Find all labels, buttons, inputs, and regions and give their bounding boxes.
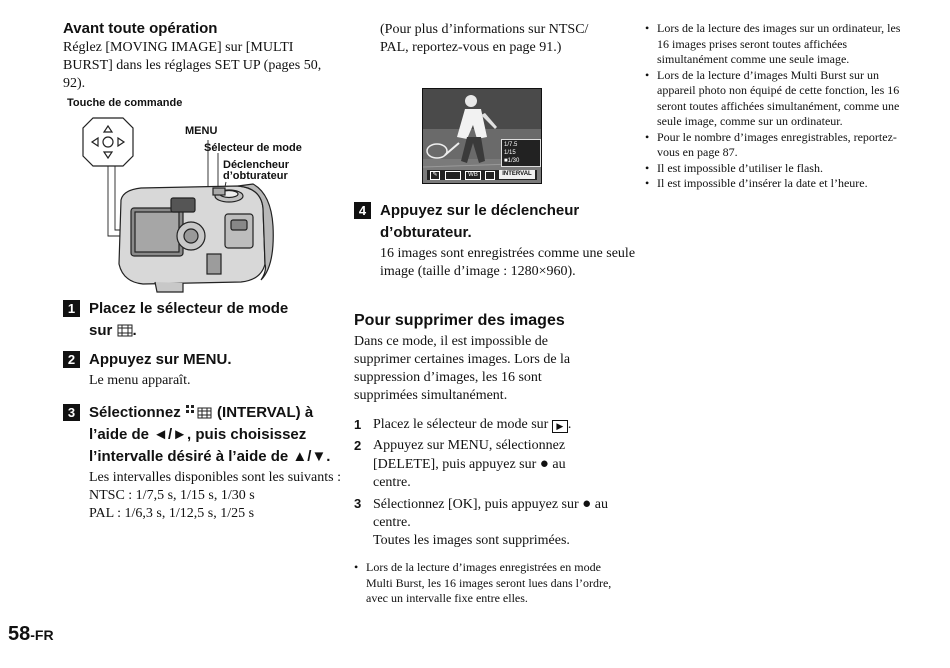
delete-steps-list <box>354 416 616 550</box>
step-2 <box>63 349 354 390</box>
step-title: Sélectionnez (INTERVAL) à l’aide de ◄/►, puis choisissez l’intervalle désiré à l’aide de ▲/▼. <box>89 404 331 465</box>
playback-icon: ▶ <box>552 420 568 433</box>
step-number: 1 <box>63 300 80 317</box>
label-control-button: Touche de commande <box>67 97 183 109</box>
label-shutter-1: Déclencheur <box>223 159 290 171</box>
tab-effect-icon <box>445 171 461 180</box>
step-4 <box>354 200 642 281</box>
ntsc-pal-reference: (Pour plus d’informations sur NTSC/ PAL, reportez-vous en page 91.) <box>380 22 589 55</box>
note-item: • Lors de la lecture d’images Multi Burst sur un appareil photo non équipé de cette fonction, les 16 seront toutes affichées simultanément, comme une seule image, comme sur un ordinateur. <box>645 68 907 130</box>
delete-heading: Pour supprimer des images <box>354 312 565 329</box>
page-number: 58-FR <box>8 623 54 645</box>
tab-interval: INTERVAL <box>499 170 535 179</box>
note-item: • Lors de la lecture des images sur un ordinateur, les 16 images prises seront toutes affichées simultanément comme une seule image. <box>645 21 907 68</box>
camera-body <box>119 184 273 292</box>
label-shutter-2: d’obturateur <box>223 170 288 182</box>
step-1 <box>63 298 354 342</box>
label-menu: MENU <box>185 125 218 137</box>
delete-step-2: 2 Appuyez sur MENU, sélectionnez [DELETE], puis appuyez sur ● au centre. <box>354 438 566 490</box>
tab-edit-icon: ✎ <box>430 171 440 180</box>
step-title: Placez le sélecteur de mode sur . <box>89 300 289 339</box>
camera-diagram <box>63 96 328 296</box>
note-item: • Il est impossible d’insérer la date et l’heure. <box>645 176 907 192</box>
interval-submenu <box>501 139 541 167</box>
tab-wb: WB <box>465 171 481 180</box>
note-item: • Pour le nombre d’images enregistrables, reportez-vous en page 87. <box>645 130 907 161</box>
interval-icon <box>185 404 213 419</box>
menu-bar <box>427 170 537 180</box>
note-multi-burst-playback: • Lors de la lecture d’images enregistrées en mode Multi Burst, les 16 images seront lues dans l’ordre, avec un intervalle fixe entre elles. <box>354 560 616 607</box>
step-title: Appuyez sur le déclencheur d’obturateur. <box>380 202 580 241</box>
step-3 <box>63 402 354 523</box>
control-pad-icon <box>83 118 133 166</box>
tab-focus-icon <box>485 171 495 180</box>
center-button-icon: ● <box>582 496 592 512</box>
section-heading-avant: Avant toute opération <box>63 20 218 37</box>
delete-step-1: 1 Placez le sélecteur de mode sur ▶ . <box>354 417 572 432</box>
camera-illustration <box>63 96 328 296</box>
step-number: 2 <box>63 351 80 368</box>
note-item: • Il est impossible d’utiliser le flash. <box>645 161 907 177</box>
intro-paragraph: Réglez [MOVING IMAGE] sur [MULTI BURST] dans les réglages SET UP (pages 50, 92). <box>63 40 322 91</box>
interval-option: 1/7.5 <box>504 142 518 148</box>
delete-step-3: 3 Sélectionnez [OK], puis appuyez sur ● au centre. Toutes les images sont supprimées. <box>354 496 608 548</box>
delete-intro: Dans ce mode, il est impossible de supprimer certaines images. Lors de la suppression d’images, les 16 sont supprimées simultanément. <box>354 334 571 403</box>
step-description: Les intervalles disponibles sont les suivants : NTSC : 1/7,5 s, 1/15 s, 1/30 s PAL : 1/6,3 s, 1/12,5 s, 1/25 s <box>89 470 341 521</box>
tennis-player-photo <box>423 89 541 183</box>
step-title: Appuyez sur MENU. <box>89 351 232 368</box>
lcd-screen-illustration <box>422 88 542 184</box>
step-number: 4 <box>354 202 371 219</box>
center-button-icon: ● <box>539 456 549 472</box>
multi-burst-mode-icon <box>117 322 133 335</box>
column-right <box>645 21 907 192</box>
step-description: 16 images sont enregistrées comme une seule image (taille d’image : 1280×960). <box>380 246 636 279</box>
interval-option: 1/15 <box>504 150 516 156</box>
step-number: 3 <box>63 404 80 421</box>
interval-option-selected: ■1/30 <box>504 158 520 164</box>
step-description: Le menu apparaît. <box>89 373 191 388</box>
label-mode-selector: Sélecteur de mode <box>204 142 302 154</box>
